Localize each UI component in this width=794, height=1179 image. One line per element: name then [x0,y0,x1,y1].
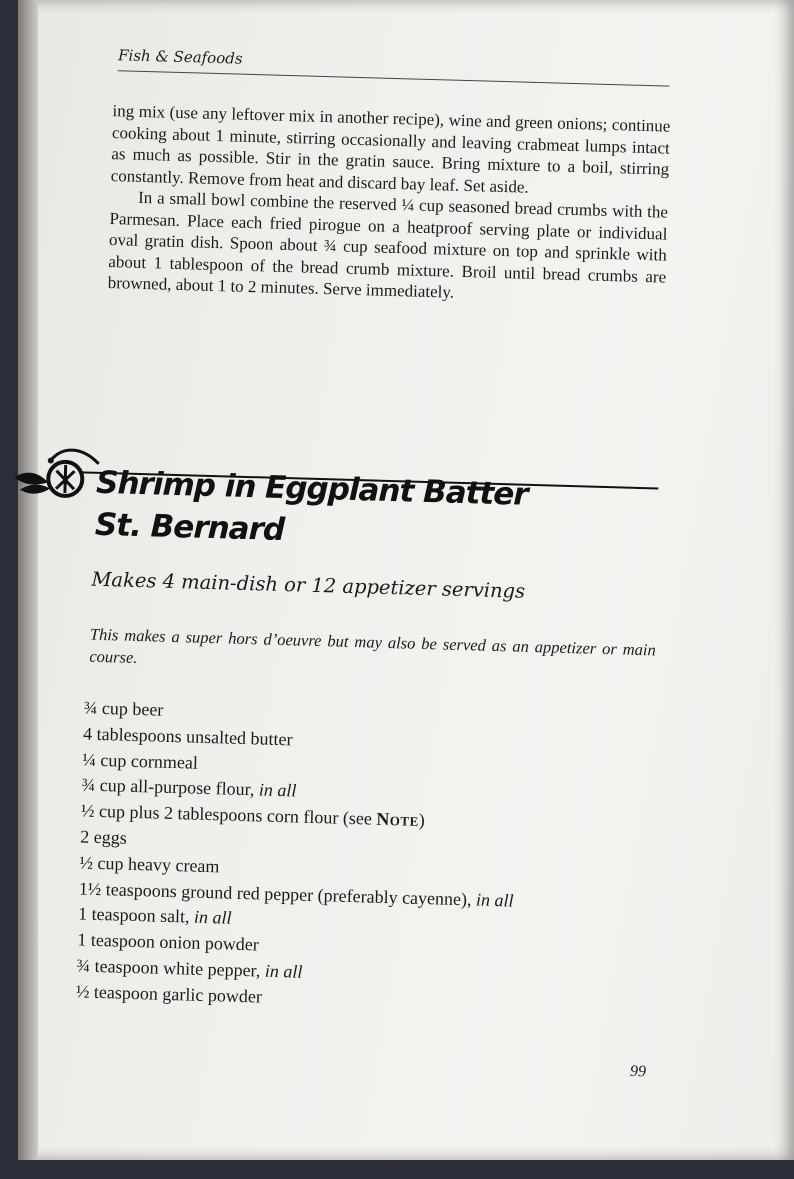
ingredient-item: ¾ cup beer [83,697,164,720]
ingredient-item: 1 teaspoon onion powder [77,929,260,955]
page-number: 99 [629,1062,647,1081]
body-text [107,100,670,309]
header-rule [118,70,670,86]
servings-line: Makes 4 main-dish or 12 appetizer servings [91,567,526,603]
ingredient-item: ¾ cup all-purpose flour, in all [81,774,297,801]
ingredient-list [76,696,604,1020]
ingredient-item: 1 teaspoon salt, in all [77,903,232,929]
recipe-headnote: This makes a super hors d’oeuvre but may also be served as an appetizer or main course. [89,624,657,667]
ingredient-item: ½ cup plus 2 tablespoons corn flour (see Note) [80,800,426,831]
recipe-title-line: St. Bernard [94,506,285,549]
ingredient-item: 1½ teaspoons ground red pepper (preferably cayenne), in all [78,878,514,911]
recipe-title [94,462,656,562]
body-paragraph: ing mix (use any leftover mix in another recipe), wine and green onions; continue cooking about 1 minute, stirring occasionally and leaving crabmeat lumps intact as much as possible. Stir in the gratin sauce. Bring mixture to a boil, stirring constantly. Remove from heat and discard bay leaf. Set aside. [110,101,671,197]
ingredient-item: ½ cup heavy cream [79,852,220,877]
fleuron-ornament-icon [9,437,101,509]
body-paragraph: In a small bowl combine the reserved ¼ cup seasoned bread crumbs with the Parmesan. Place each fried pirogue on a heatproof serving plate or individual oval gratin dish. Spoon about ¾ cup seafood mixture on top and sprinkle with about 1 tablespoon of the bread crumb mixture. Broil until bread crumbs are browned, about 1 to 2 minutes. Serve immediately. [107,187,669,302]
ingredient-item: 2 eggs [80,826,128,848]
running-head: Fish & Seafoods [117,46,243,68]
ingredient-item: ¾ teaspoon white pepper, in all [76,955,303,982]
recipe-title-line: Shrimp in Eggplant Batter [95,464,529,513]
ingredient-item: ¼ cup cornmeal [82,749,199,773]
note-reference: Note [376,808,420,831]
ingredient-item: ½ teaspoon garlic powder [75,981,263,1007]
ingredient-item: 4 tablespoons unsalted butter [82,723,293,750]
